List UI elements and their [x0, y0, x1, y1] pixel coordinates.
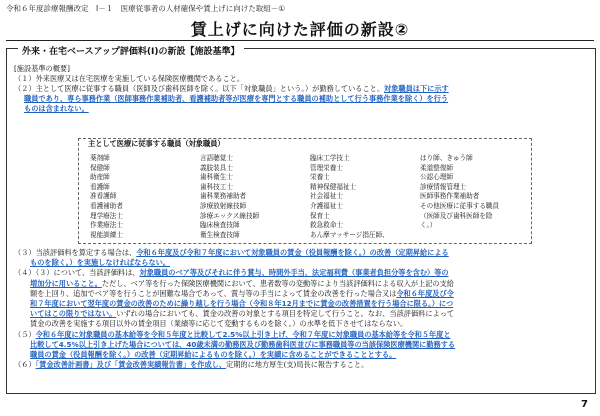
- staff-item: 義肢装具士: [200, 163, 233, 172]
- staff-item: その他医療に従事する職員: [420, 201, 500, 210]
- staff-item: 准看護師: [90, 192, 117, 201]
- staff-item: （医師及び歯科医師を除: [420, 211, 493, 220]
- criterion-4-highlight-1: 対象職員のベア等及びそれに伴う賞与、時間外手当、法定福利費（事業者負担分等を含む）等の: [139, 268, 449, 278]
- staff-item: 看護補助者: [90, 201, 123, 210]
- staff-item: 歯科衛生士: [200, 173, 233, 182]
- criterion-3-highlight-1: 令和６年度及び令和７年度において対象職員の賃金（役員報酬を除く。）の改善（定期昇給による: [136, 248, 449, 257]
- section-heading: 外来・在宅ベースアップ評価料(Ⅰ)の新設【施設基準】: [18, 44, 244, 57]
- criterion-2-text: （２）主として医療に従事する職員（医師及び歯科医師を除く。以下「対象職員」という。）が勤務していること。: [14, 84, 385, 93]
- staff-item: 精神保健福祉士: [310, 182, 357, 191]
- staff-item: 理学療法士: [90, 211, 123, 220]
- criterion-3: [14, 248, 588, 258]
- criterion-4-highlight-3: 令和６年度及び令: [396, 288, 454, 298]
- staff-item: 保育士: [310, 211, 330, 220]
- criteria-lower: [14, 248, 588, 370]
- criterion-6: [14, 360, 588, 370]
- staff-item: 医師事務作業補助者: [420, 192, 480, 201]
- criterion-6-highlight: 「賃金改善計画書」及び「賃金改善実績報告書」を作成し、: [35, 360, 227, 370]
- criterion-4-cont5: [14, 319, 588, 329]
- criterion-3-highlight-2: ものを除く。）を実施しなければならない。: [30, 258, 171, 268]
- staff-item: はり師、きゅう師: [420, 154, 473, 162]
- staff-item: 衛生検査技師: [200, 230, 240, 239]
- criterion-2-cont: [14, 94, 588, 104]
- staff-item: 視能訓練士: [90, 230, 123, 239]
- staff-item: 救急救命士: [310, 221, 343, 230]
- staff-item: 保健師: [90, 163, 110, 172]
- criterion-4: [14, 268, 588, 278]
- staff-list: [90, 152, 530, 238]
- criterion-5-cont: [14, 340, 588, 350]
- staff-item: 臨床工学技士: [310, 154, 350, 162]
- staff-item: 管理栄養士: [310, 163, 343, 172]
- staff-item: 看護師: [90, 182, 110, 191]
- staff-item: 介護福祉士: [310, 201, 343, 210]
- criterion-6-text-b: 定期的に地方厚生(支)局長に報告すること。: [226, 360, 369, 370]
- summary-heading: [施設基準の概要]: [14, 64, 70, 73]
- criterion-5-highlight-2: 比較して4.5%以上引き上げた場合については、40歳未満の勤務医及び勤務歯科医並びに事務職員等の当該保険医療機関に勤務する: [30, 339, 456, 349]
- criterion-5-highlight-3: 職員の賃金（役員報酬を除く。）の改善（定期昇給によるものを除く。）を実績に含めることができることとする。: [30, 350, 397, 360]
- criterion-4-highlight-5: いてはこの限りではない。: [30, 309, 117, 319]
- title-divider: [6, 40, 594, 41]
- criterion-2-cont2: [14, 104, 588, 114]
- criterion-5-cont2: [14, 350, 588, 360]
- criterion-5-text: （５）: [14, 329, 36, 339]
- staff-item: 歯科業務補助者: [200, 192, 247, 201]
- criterion-3-cont: [14, 258, 588, 268]
- staff-item: 社会福祉士: [310, 192, 343, 201]
- staff-item: く。）: [420, 221, 437, 230]
- staff-item: 診療情報管理士: [420, 182, 467, 191]
- staff-list-heading: 主として医療に従事する職員（対象職員）: [88, 139, 225, 148]
- criterion-2-highlight-2: 職員であり、専ら事務作業（医師事務作業補助者、看護補助者等が医療を専門とする職員の補助として行う事務作業を除く）を行う: [24, 94, 449, 103]
- staff-item: 助産師: [90, 173, 110, 182]
- criterion-5-highlight-1: 令和６年度に対象職員の基本給等を令和５年度と比較して2.5%以上引き上げ、令和７年度に対象職員の基本給等を令和５年度と: [35, 329, 451, 339]
- criterion-4-highlight-4: 和７年度において翌年度の賃金の改善のために繰り越しを行う場合（令和８年12月までに賃金の改善措置を行う場合に限る。）につ: [30, 299, 454, 309]
- staff-item: 診療放射線技師: [200, 201, 247, 210]
- criterion-2-highlight-3: ものは含まれない。: [24, 104, 89, 113]
- criterion-6-text: （６）: [14, 360, 36, 370]
- criterion-4-cont3: [14, 299, 588, 309]
- staff-item: 柔道整復師: [420, 163, 453, 172]
- staff-item: 公認心理師: [420, 173, 453, 182]
- criterion-4-cont: [14, 279, 588, 289]
- criterion-4-text-d: いずれの場合においても、賃金の改善の対象とする項目を特定して行うこと。なお、当該評価料によって: [116, 309, 455, 319]
- criterion-4-highlight-2: 増加分に用いること。: [30, 278, 102, 288]
- breadcrumb: 令和６年度診療報酬改定 Ⅰ－１ 医療従事者の人材確保や賃上げに向けた取組－①: [6, 4, 285, 13]
- staff-item: 言語聴覚士: [200, 154, 233, 162]
- staff-item: [420, 229, 530, 239]
- staff-item: 診療エックス線技師: [200, 211, 260, 220]
- criterion-1: （１）外来医療又は在宅医療を実施している保険医療機関であること。: [14, 74, 245, 83]
- staff-item: 薬剤師: [90, 154, 110, 162]
- criterion-4-cont4: [14, 309, 588, 319]
- criterion-4-text-e: 賃金の改善を実施する項目以外の賃金項目（業績等に応じて変動するものを除く。）の水準を低下させてはならない。: [30, 319, 408, 329]
- staff-item: 作業療法士: [90, 221, 123, 230]
- staff-item: 栄養士: [310, 173, 330, 182]
- criterion-4-text-b: ただし、ベア等を行った保険医療機関において、患者数等の変動等により当該評価料による収入が上記の支給: [101, 278, 454, 288]
- staff-item: あん摩マッサージ指圧師、: [310, 230, 389, 239]
- criteria-upper: [14, 64, 588, 114]
- criterion-4-cont2: [14, 289, 588, 299]
- page-title: 賃上げに向けた評価の新設②: [190, 20, 410, 39]
- criterion-4-text-c: 額を上回り、追加でベア等を行うことが困難な場合であって、賞与等の手当によって賃金の改善を行った場合又は: [30, 288, 397, 298]
- criterion-4-text: （４）（３）について、当該評価料は、: [14, 268, 140, 278]
- criterion-2: [14, 84, 588, 94]
- criterion-2-highlight-1: 対象職員は下に示す: [384, 84, 449, 93]
- criterion-3-text: （３）当該評価料を算定する場合は、: [14, 248, 137, 257]
- staff-item: 臨床検査技師: [200, 221, 240, 230]
- staff-item: 歯科技工士: [200, 182, 233, 191]
- page-number: 7: [581, 399, 588, 410]
- criterion-5: [14, 330, 588, 340]
